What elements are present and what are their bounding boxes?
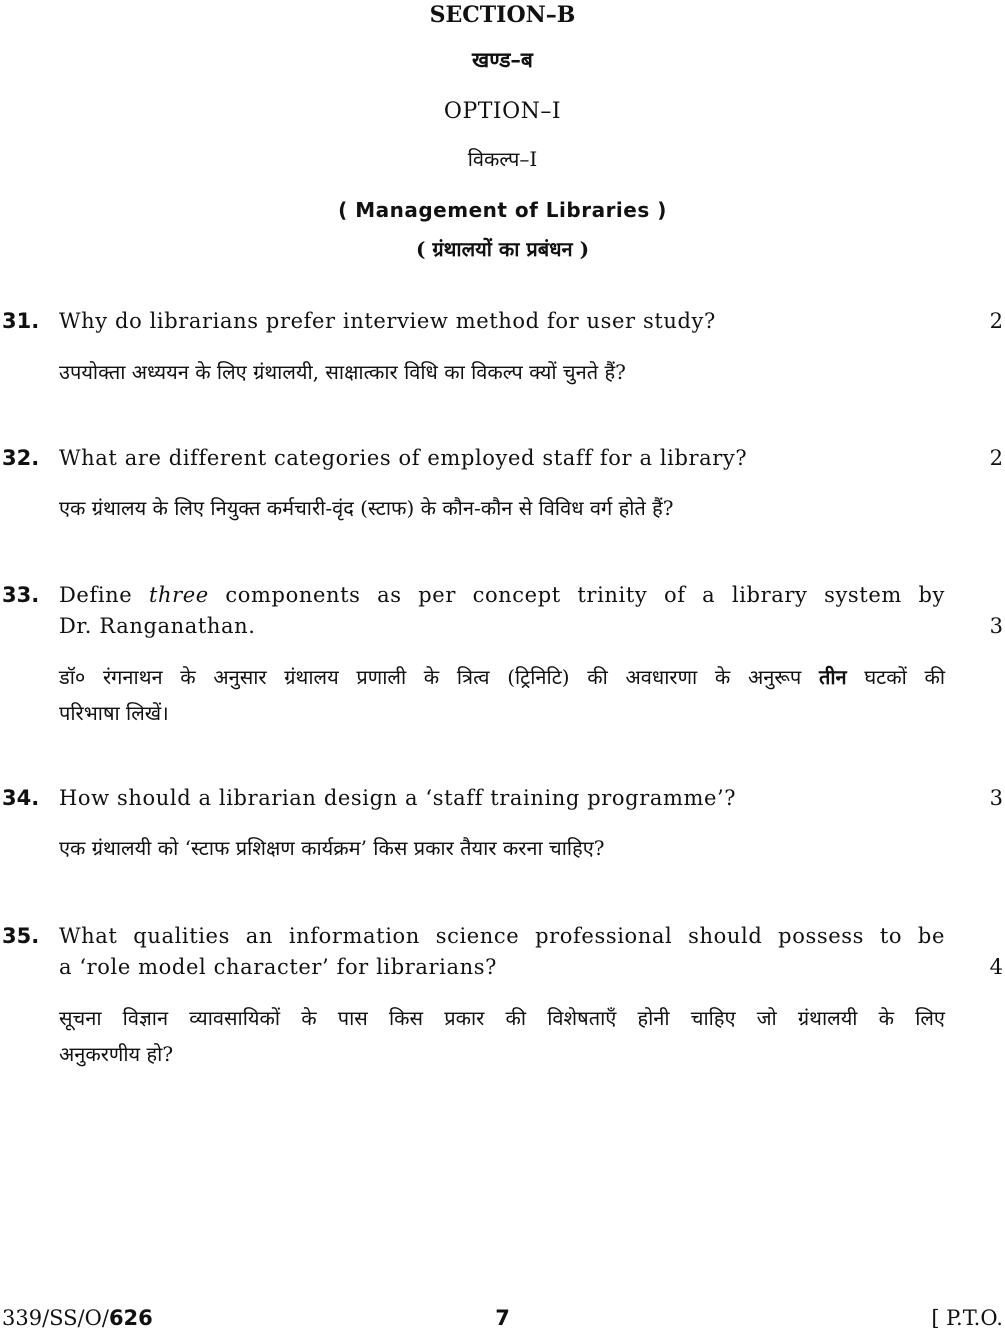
section-title-en: SECTION–B — [429, 2, 576, 28]
paper-code-number: 626 — [108, 1306, 153, 1330]
text-segment: Define — [59, 583, 133, 607]
question-marks: 3 — [989, 614, 1003, 638]
question-marks: 3 — [989, 786, 1003, 810]
emphasis-word: three — [148, 583, 209, 607]
question-text-hi-line2: परिभाषा लिखें। — [59, 701, 169, 725]
option-title-en: OPTION–I — [443, 99, 562, 124]
question-text-en: Why do librarians prefer interview method for user study? — [59, 309, 716, 333]
question-text-en-line2: Dr. Ranganathan. — [59, 614, 256, 638]
question-number: 32. — [2, 446, 40, 470]
question-number: 35. — [2, 924, 40, 948]
text-segment: components as per concept trinity of a library system by — [225, 583, 945, 607]
question-text-en-line1: What qualities an information science professional should possess to be — [59, 924, 945, 948]
question-text-hi: एक ग्रंथालयी को ‘स्टाफ प्रशिक्षण कार्यक्रम’ किस प्रकार तैयार करना चाहिए? — [59, 836, 605, 860]
question-text-en-line2: a ‘role model character’ for librarians? — [59, 955, 497, 979]
page-number: 7 — [495, 1306, 510, 1330]
question-text-hi: एक ग्रंथालय के लिए नियुक्त कर्मचारी-वृंद (स्टाफ) के कौन-कौन से विविध वर्ग होते हैं? — [59, 496, 674, 520]
section-title-hi: खण्ड–ब — [472, 47, 533, 72]
question-text-hi-line1 — [59, 659, 945, 695]
text-segment: घटकों की — [864, 665, 946, 689]
question-number: 33. — [2, 583, 40, 607]
question-number: 31. — [2, 309, 40, 333]
text-segment: डॉ० रंगनाथन के अनुसार ग्रंथालय प्रणाली के त्रित्व (ट्रिनिटि) की अवधारणा के अनुरूप — [59, 665, 802, 689]
option-title-hi: विकल्प–I — [467, 147, 538, 171]
question-text-en: What are different categories of employed staff for a library? — [59, 446, 748, 470]
question-text-hi-line1: सूचना विज्ञान व्यावसायिकों के पास किस प्रकार की विशेषताएँ होनी चाहिए जो ग्रंथालयी के लिए — [59, 1006, 945, 1030]
question-text-en-line1 — [59, 580, 945, 611]
paper-code-prefix: 339/SS/O/ — [2, 1306, 109, 1330]
question-text-hi-line2: अनुकरणीय हो? — [59, 1042, 174, 1066]
question-marks: 2 — [989, 309, 1003, 333]
question-text-hi: उपयोक्ता अध्ययन के लिए ग्रंथालयी, साक्षात्कार विधि का विकल्प क्यों चुनते हैं? — [59, 360, 626, 384]
subject-title-hi: ( ग्रंथालयों का प्रबंधन ) — [415, 237, 590, 261]
question-text-en: How should a librarian design a ‘staff training programme’? — [59, 786, 737, 810]
question-marks: 2 — [989, 446, 1003, 470]
please-turn-over: [ P.T.O. — [931, 1306, 1003, 1330]
bold-word: तीन — [818, 665, 847, 689]
question-number: 34. — [2, 786, 40, 810]
question-marks: 4 — [989, 955, 1003, 979]
subject-title-en: ( Management of Libraries ) — [338, 198, 667, 222]
